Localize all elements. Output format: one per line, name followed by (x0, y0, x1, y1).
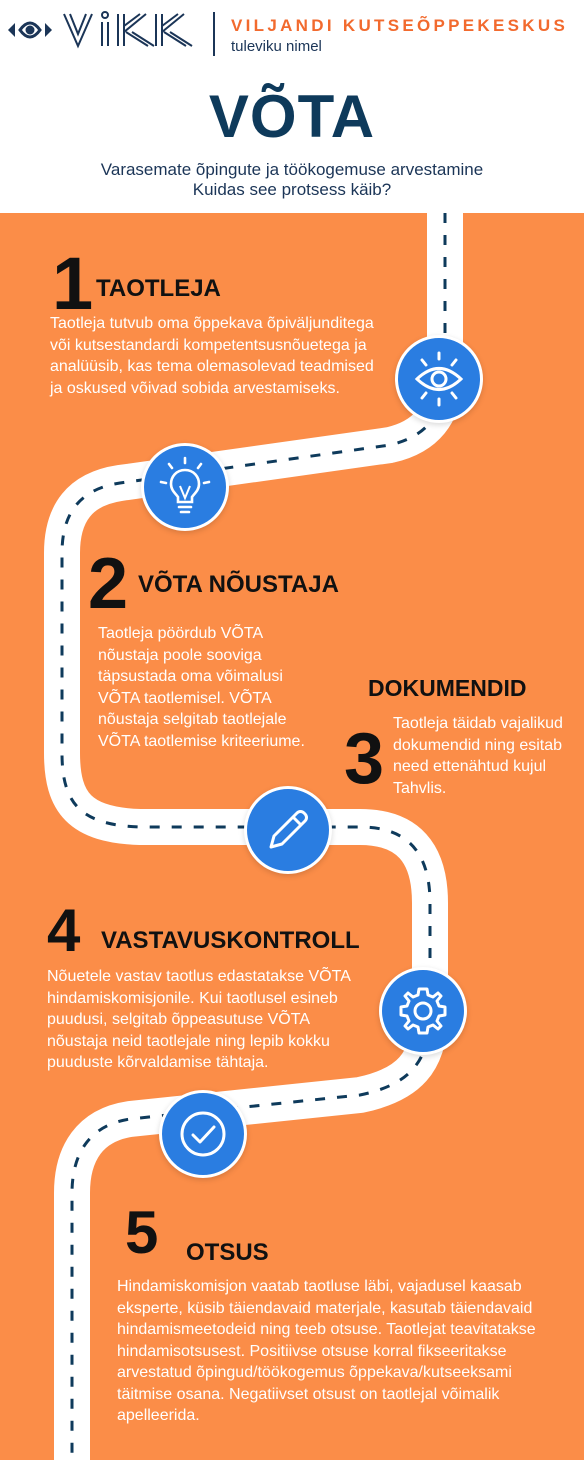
pencil-icon (244, 786, 332, 874)
page-subtitle-line2: Kuidas see protsess käib? (192, 180, 392, 199)
header (0, 0, 584, 213)
eye-icon (395, 335, 483, 423)
step-1-text: Taotleja tutvub oma õppekava õpiväljunditega või kutsestandardi kompetentsusnõuetega ja analüüsib, kas tema olemasolevad teadmised ja oskused võivad sobida arvestamiseks. (50, 315, 374, 397)
step-3-text: Taotleja täidab vajalikud dokumendid ning esitab need ettenähtud kujul Tahvlis. (393, 715, 563, 797)
step-1-heading: TAOTLEJA (96, 275, 221, 302)
logo-wordmark (60, 8, 200, 52)
step-2-text: Taotleja pöördub VÕTA nõustaja poole sooviga täpsustada oma võimalusi VÕTA taotlemisel. VÕTA nõustaja selgitab taotlejale VÕTA taotlemise kriteeriume. (98, 625, 305, 750)
school-name: VILJANDI KUTSEÕPPEKESKUS (231, 16, 569, 35)
check-circle-icon (159, 1090, 247, 1178)
page-subtitle-line1: Varasemate õpingute ja töökogemuse arvestamine (100, 160, 484, 179)
step-4-text: Nõuetele vastav taotlus edastatakse VÕTA hindamiskomisjonile. Kui taotlusel esineb puudusi, selgitab õppeasutuse VÕTA nõustaja neid taotlejale ning lepib kokku puuduste kõrvaldamise tähtaja. (47, 968, 350, 1071)
logo-eye-icon (6, 10, 54, 50)
step-5-number: 5 (125, 1199, 159, 1266)
page-title: VÕTA (208, 83, 376, 150)
process-panel (0, 213, 584, 1460)
step-3-number: 3 (344, 719, 385, 799)
step-3-heading: DOKUMENDID (368, 675, 527, 701)
step-4-heading: VASTAVUSKONTROLL (101, 927, 360, 954)
step-5-heading: OTSUS (186, 1239, 269, 1266)
logo-divider (213, 12, 215, 56)
step-2-number: 2 (88, 544, 129, 624)
step-2-heading: VÕTA NÕUSTAJA (138, 571, 339, 598)
step-5-text: Hindamiskomisjon vaatab taotluse läbi, vajadusel kaasab eksperte, küsib täiendavaid materjale, kasutab täiendavaid hindamismeetodeid ning teeb otsuse. Taotlejat teavitatakse hindamisotsusest. Positiivse otsuse korral fikseeritakse arvestatud õpingud/töökogemus õppekava/kutseeksami täitmise osana. Negatiivset otsust on taotlejal võimalik apelleerida. (117, 1278, 536, 1424)
gear-icon (379, 967, 467, 1055)
step-1-number: 1 (52, 242, 94, 325)
lightbulb-icon (141, 443, 229, 531)
step-4-number: 4 (47, 897, 81, 964)
school-tagline: tuleviku nimel (231, 38, 322, 55)
